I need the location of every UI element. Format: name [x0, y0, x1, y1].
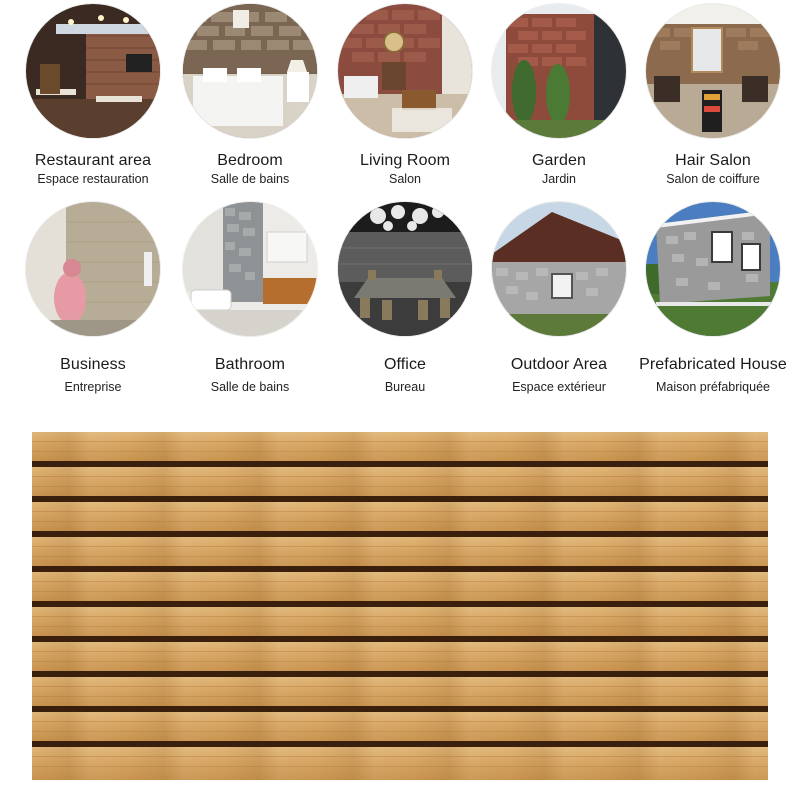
application-label-fr: Salon [389, 172, 421, 186]
application-label-fr: Salon de coiffure [666, 172, 760, 186]
application-label-en: Outdoor Area [510, 356, 608, 373]
application-bedroom [175, 4, 325, 186]
application-label-en: Prefabricated House [639, 356, 787, 373]
living-room-photo-icon [338, 4, 472, 138]
application-label-fr: Jardin [541, 172, 577, 186]
wood-slat [32, 747, 768, 780]
application-label-fr: Espace restauration [37, 172, 149, 186]
application-label-en: Hair Salon [675, 152, 751, 169]
office-photo-icon [338, 202, 472, 336]
wood-slat-panel [32, 432, 768, 780]
application-label-en: Office [383, 356, 427, 373]
bedroom-photo-icon [183, 4, 317, 138]
application-label-fr: Salle de bains [210, 380, 290, 394]
wood-slat [32, 467, 768, 496]
restaurant-photo-icon [26, 4, 160, 138]
prefabricated-house-photo-icon [646, 202, 780, 336]
application-garden [484, 4, 634, 186]
application-label-en: Bedroom [217, 152, 283, 169]
application-prefabricated-house [638, 202, 788, 394]
application-office [330, 202, 480, 394]
application-label-en: Business [60, 356, 126, 373]
wood-slat [32, 607, 768, 636]
bathroom-photo-icon [183, 202, 317, 336]
application-label-fr: Espace extérieur [512, 380, 606, 394]
wood-slat [32, 537, 768, 566]
application-outdoor-area [484, 202, 634, 394]
business-photo-icon [26, 202, 160, 336]
application-label-en: Restaurant area [34, 152, 152, 169]
application-hair-salon [638, 4, 788, 186]
application-bathroom [175, 202, 325, 394]
application-business [18, 202, 168, 394]
garden-photo-icon [492, 4, 626, 138]
wood-slat [32, 572, 768, 601]
outdoor-area-photo-icon [492, 202, 626, 336]
application-living-room [330, 4, 480, 186]
wood-slat [32, 642, 768, 671]
application-label-fr: Bureau [384, 380, 426, 394]
application-restaurant [18, 4, 168, 186]
wood-slat [32, 502, 768, 531]
wood-slat [32, 677, 768, 706]
application-label-en: Living Room [359, 152, 451, 169]
application-label-en: Bathroom [214, 356, 286, 373]
application-label-fr: Maison préfabriquée [656, 380, 770, 394]
application-label-fr: Entreprise [64, 380, 122, 394]
wood-slat [32, 432, 768, 461]
wood-slat [32, 712, 768, 741]
application-label-en: Garden [532, 152, 586, 169]
hair-salon-photo-icon [646, 4, 780, 138]
application-label-fr: Salle de bains [210, 172, 290, 186]
